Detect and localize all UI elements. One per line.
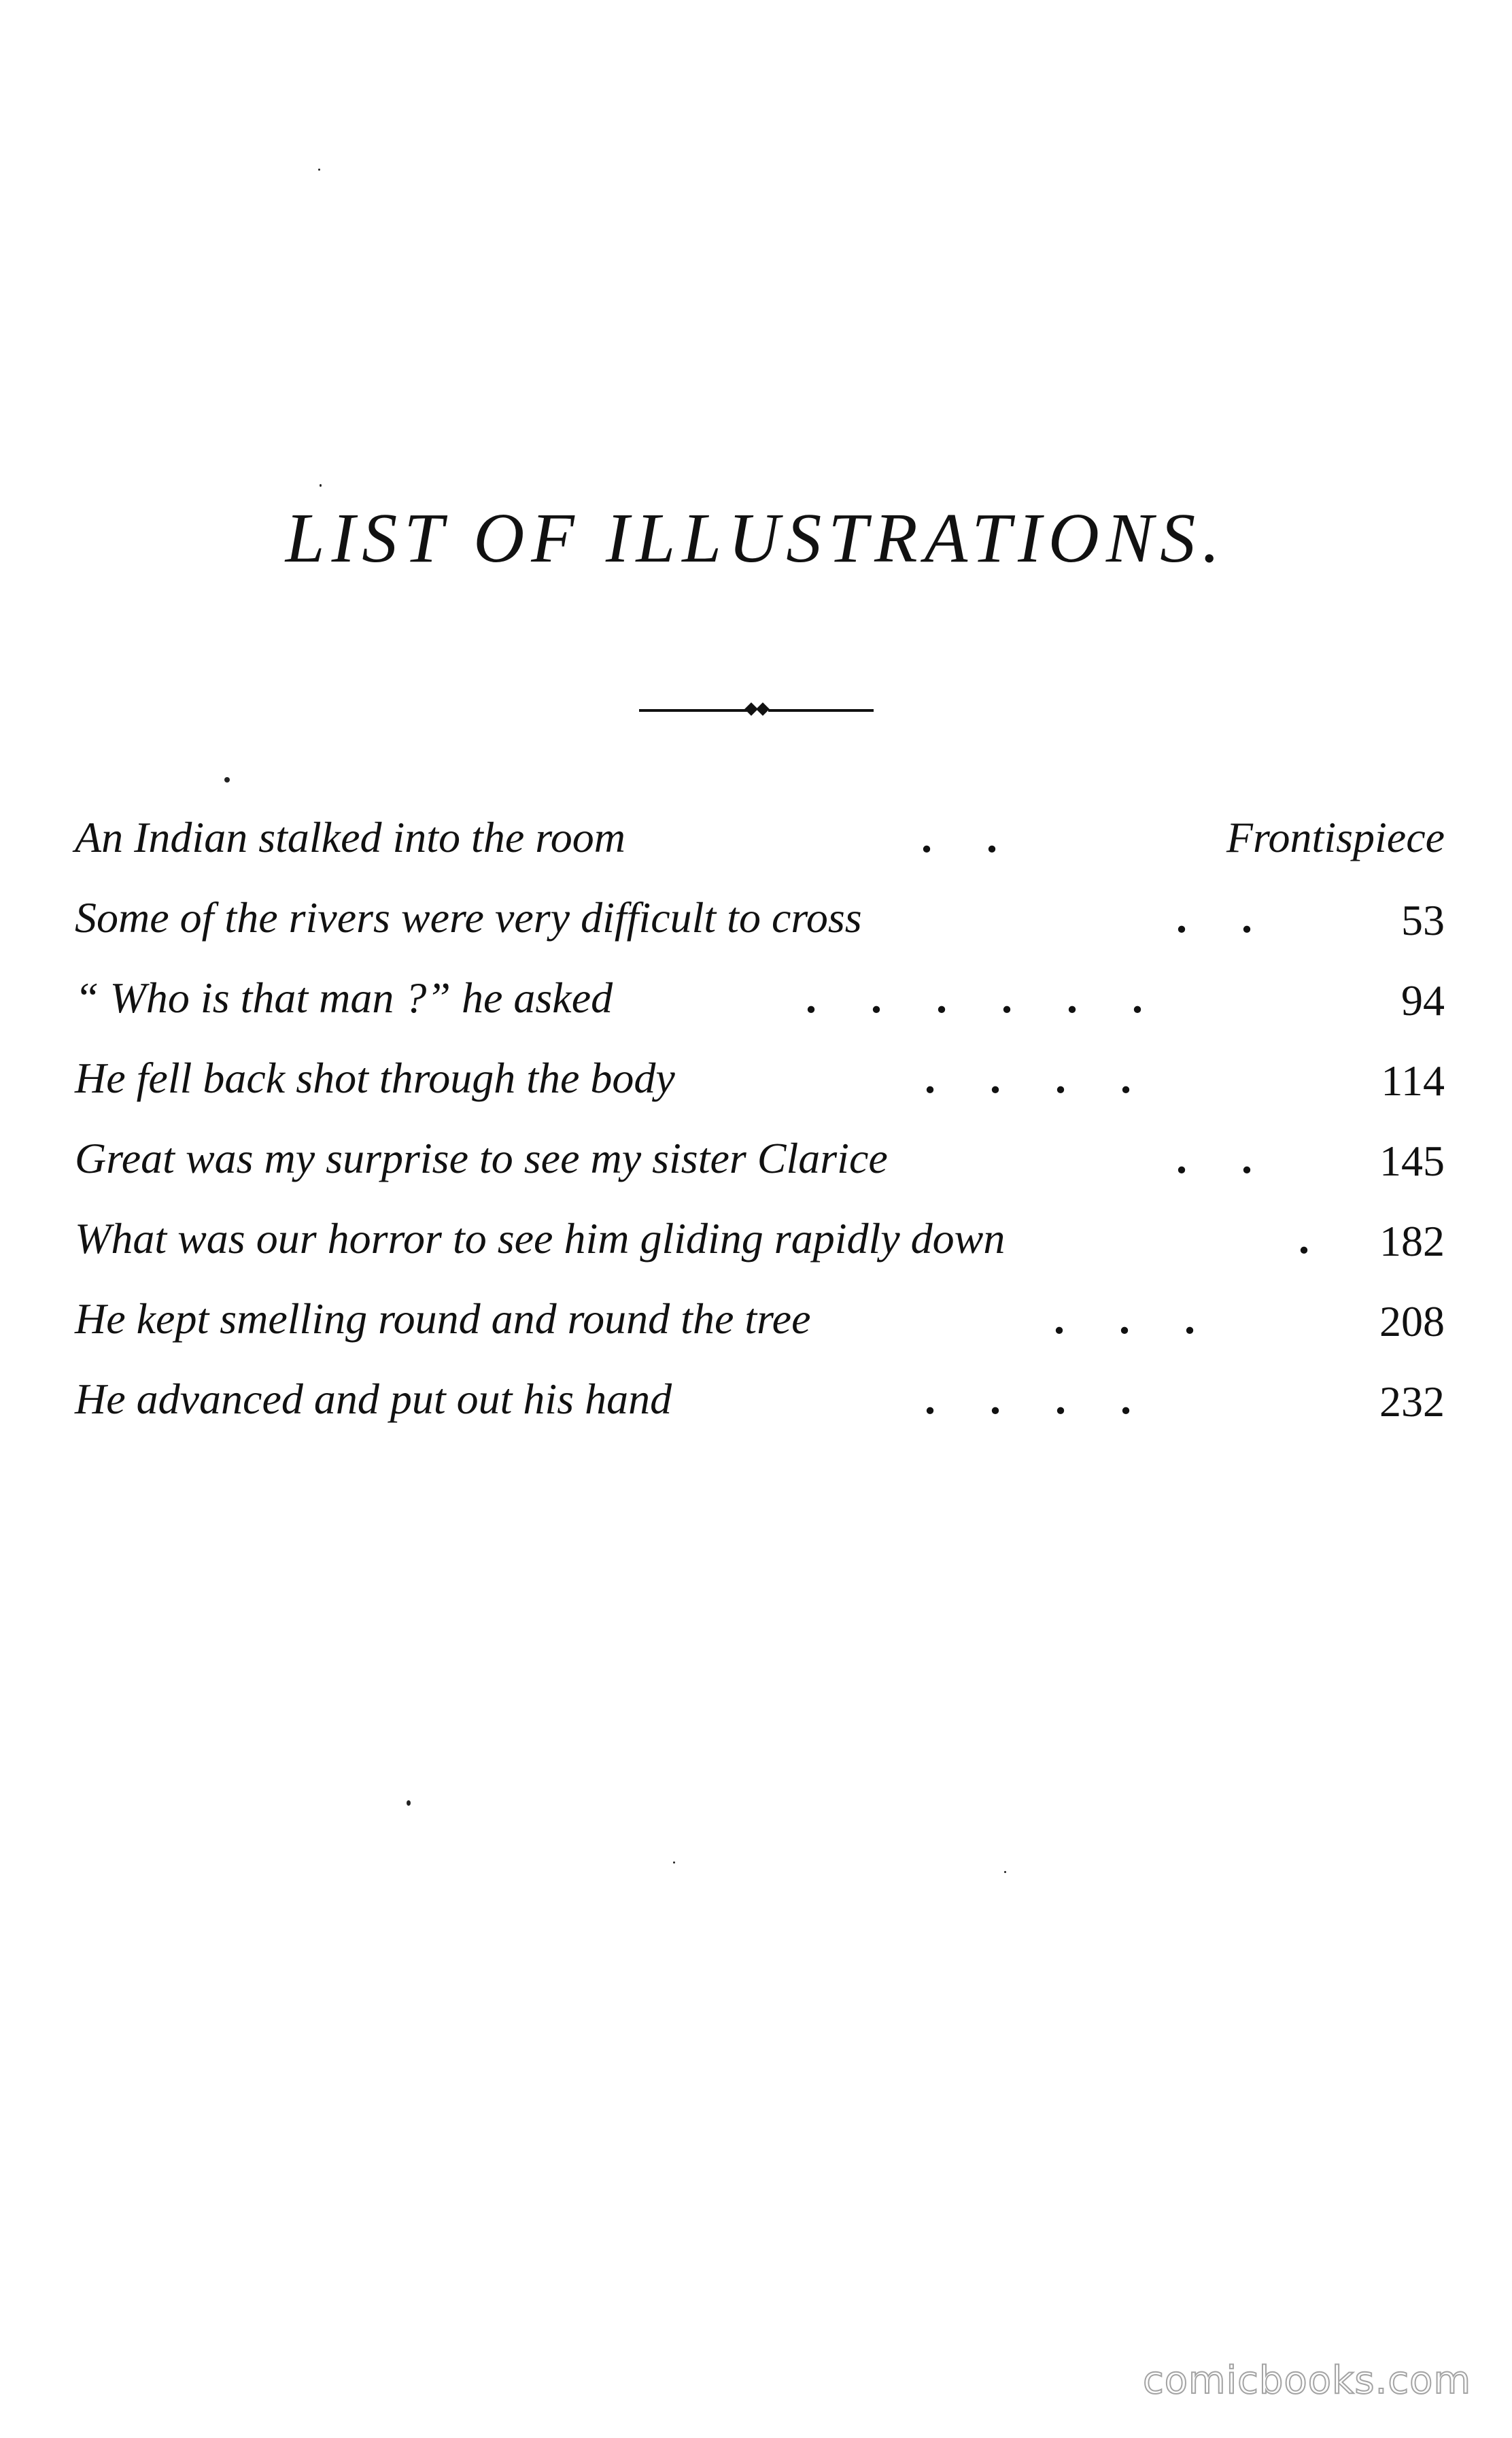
illustration-caption: He kept smelling round and round the tree [75,1294,811,1343]
illustration-entry [75,1214,1445,1297]
illustration-entry [75,1134,1445,1217]
dot-leader: . . [921,813,997,861]
dot-leader: . [1299,1214,1309,1263]
illustration-page: 53 [1401,896,1445,944]
illustration-entry [75,893,1445,976]
illustration-entry [75,813,1445,896]
dot-leader: . . [1176,893,1252,942]
watermark-logo: comicbooks.com [1142,2358,1471,2403]
illustration-entry [75,976,1445,1057]
title-ornament [639,700,874,721]
illustration-caption: An Indian stalked into the room [75,813,625,861]
illustration-entry [75,1294,1445,1377]
dot-leader: . . . . . . [806,974,1143,1022]
illustration-page: 94 [1401,976,1445,1025]
illustration-caption: What was our horror to see him gliding rapidly down [75,1214,1006,1263]
illustration-page: Frontispiece [1226,813,1445,861]
illustration-entry [75,1377,1445,1458]
illustration-page: 145 [1379,1137,1445,1185]
illustration-caption: Great was my surprise to see my sister Clarice [75,1134,888,1182]
illustration-caption: He advanced and put out his hand [75,1375,672,1423]
illustration-page: 114 [1381,1057,1445,1105]
ornament-diamond [756,702,770,716]
page-speck [320,484,322,487]
ornament-rule-right [768,709,874,712]
dot-leader: . . . . [925,1054,1131,1102]
illustration-caption: He fell back shot through the body [75,1054,675,1102]
illustration-entry [75,1054,1445,1137]
page-speck [224,777,230,783]
dot-leader: . . [1176,1134,1252,1182]
page-title: LIST OF ILLUSTRATIONS. [285,499,1227,577]
page-speck [673,1861,675,1864]
illustration-caption: “ Who is that man ?” he asked [75,974,613,1022]
page-speck [407,1800,411,1806]
dot-leader: . . . [1054,1294,1195,1343]
ornament-rule-left [639,709,748,712]
dot-leader: . . . . [925,1375,1131,1423]
illustration-page: 182 [1379,1217,1445,1265]
illustrations-list [75,813,1445,1458]
illustration-caption: Some of the rivers were very difficult to cross [75,893,862,942]
page-speck [1004,1871,1006,1873]
illustration-page: 208 [1379,1297,1445,1345]
page-speck [318,169,320,171]
illustration-page: 232 [1379,1377,1445,1426]
